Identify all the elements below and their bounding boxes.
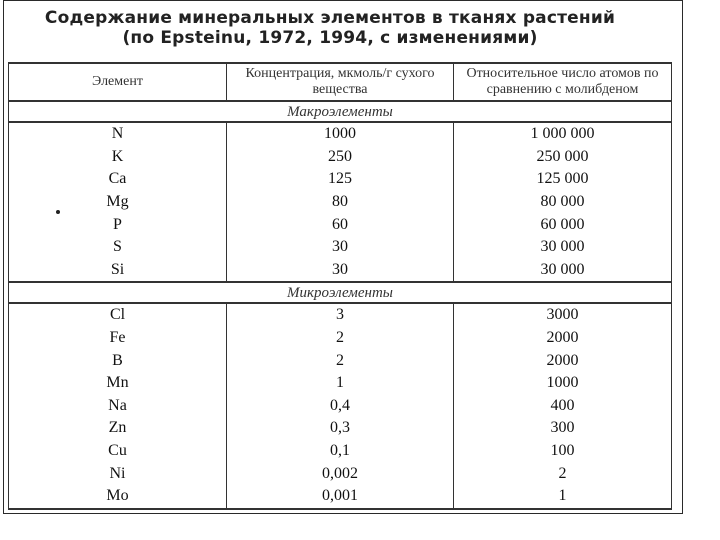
cell-relative: 60 000 (454, 213, 672, 236)
cell-element: Cl (9, 303, 227, 327)
cell-element: Cu (9, 440, 227, 463)
header-relative: Относительное число атомов по сравнению с молибденом (454, 63, 672, 101)
title-line-1: Содержание минеральных элементов в тканях растений (44, 8, 616, 28)
cell-element: Ni (9, 462, 227, 485)
table-row (9, 440, 672, 463)
cell-concentration: 80 (227, 191, 454, 214)
header-concentration: Концентрация, мкмоль/г сухого вещества (227, 63, 454, 101)
cell-relative: 2000 (454, 349, 672, 372)
section-label-micro: Микроэлементы (9, 282, 672, 303)
table-row (9, 213, 672, 236)
cell-element: Zn (9, 417, 227, 440)
cell-concentration: 0,3 (227, 417, 454, 440)
cell-relative: 1 (454, 485, 672, 509)
table-row (9, 168, 672, 191)
cell-concentration: 30 (227, 259, 454, 283)
cell-relative: 100 (454, 440, 672, 463)
section-macro (9, 101, 672, 122)
table-row (9, 236, 672, 259)
cell-relative: 125 000 (454, 168, 672, 191)
cell-relative: 400 (454, 395, 672, 418)
cell-element: Mo (9, 485, 227, 509)
cell-element: Mn (9, 372, 227, 395)
cell-relative: 30 000 (454, 236, 672, 259)
table-row (9, 146, 672, 169)
cell-relative: 30 000 (454, 259, 672, 283)
table-row (9, 191, 672, 214)
cell-element: S (9, 236, 227, 259)
header-element: Элемент (9, 63, 227, 101)
cell-element: K (9, 146, 227, 169)
cell-element: Ca (9, 168, 227, 191)
table-row (9, 417, 672, 440)
cell-relative: 3000 (454, 303, 672, 327)
cell-relative: 250 000 (454, 146, 672, 169)
cell-relative: 80 000 (454, 191, 672, 214)
table-row (9, 395, 672, 418)
table-row (9, 122, 672, 146)
table-row (9, 327, 672, 350)
cell-concentration: 0,1 (227, 440, 454, 463)
mineral-table (8, 62, 672, 510)
cell-concentration: 2 (227, 349, 454, 372)
cell-relative: 2 (454, 462, 672, 485)
cell-concentration: 1000 (227, 122, 454, 146)
table-row (9, 462, 672, 485)
cell-concentration: 250 (227, 146, 454, 169)
cell-concentration: 0,002 (227, 462, 454, 485)
cell-element: Mg (9, 191, 227, 214)
table-row (9, 372, 672, 395)
cell-relative: 2000 (454, 327, 672, 350)
cell-concentration: 125 (227, 168, 454, 191)
cell-concentration: 0,001 (227, 485, 454, 509)
cell-element: B (9, 349, 227, 372)
cell-concentration: 0,4 (227, 395, 454, 418)
cell-concentration: 3 (227, 303, 454, 327)
title-line-2: (по Epsteinu, 1972, 1994, с изменениями) (122, 28, 538, 48)
section-micro (9, 282, 672, 303)
cell-element: Si (9, 259, 227, 283)
cell-element: P (9, 213, 227, 236)
header-row (9, 63, 672, 101)
cell-element: Fe (9, 327, 227, 350)
cell-concentration: 1 (227, 372, 454, 395)
cell-concentration: 2 (227, 327, 454, 350)
cell-relative: 300 (454, 417, 672, 440)
table-row (9, 349, 672, 372)
cell-relative: 1 000 000 (454, 122, 672, 146)
cell-concentration: 30 (227, 236, 454, 259)
table-row (9, 485, 672, 509)
table-row (9, 259, 672, 283)
cell-concentration: 60 (227, 213, 454, 236)
cell-element: N (9, 122, 227, 146)
table-row (9, 303, 672, 327)
cell-element: Na (9, 395, 227, 418)
cell-relative: 1000 (454, 372, 672, 395)
section-label-macro: Макроэлементы (9, 101, 672, 122)
